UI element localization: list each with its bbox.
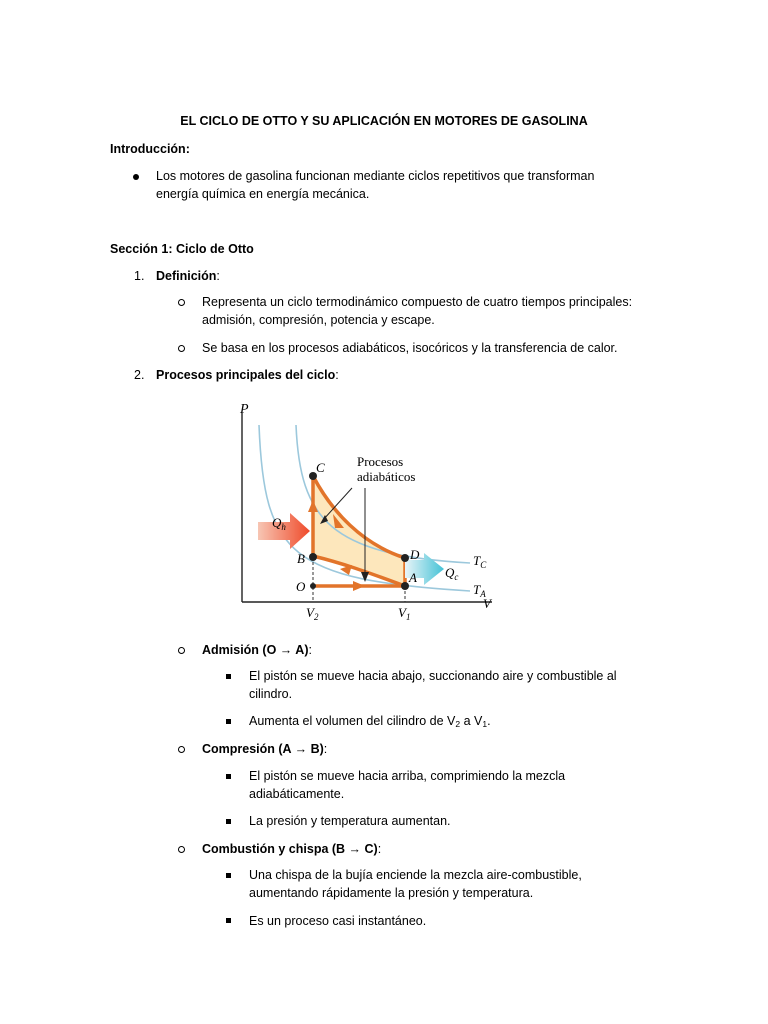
- qc-label: $Q_c$: [445, 565, 459, 582]
- section1-heading: Sección 1: Ciclo de Otto: [110, 242, 254, 256]
- bullet-circle: [178, 345, 185, 352]
- bullet-square: [226, 819, 231, 824]
- compresion-text-2: La presión y temperatura aumentan.: [249, 814, 451, 828]
- intro-text-line-2: energía química en energía mecánica.: [156, 187, 370, 201]
- item1-label-text: Definición: [156, 269, 217, 283]
- point-d-label: D: [410, 547, 420, 562]
- point-a-label: A: [409, 570, 417, 585]
- def-text-line-1: Representa un ciclo termodinámico compuesto de cuatro tiempos principales:: [202, 295, 633, 309]
- otto-cycle-figure: [230, 398, 510, 628]
- qh-label: $Q_h$: [272, 515, 286, 532]
- intro-heading: Introducción:: [110, 142, 190, 156]
- label-procesos: Procesos: [357, 454, 404, 469]
- combustion-text-line-1: Una chispa de la bujía enciende la mezcla aire-combustible,: [249, 868, 582, 882]
- bullet-square: [226, 719, 231, 724]
- item1-label: [156, 267, 220, 285]
- tc-label: $T_C$: [473, 553, 487, 570]
- label-adiabaticos: adiabáticos: [357, 469, 416, 484]
- admision-volume-text: Aumenta el volumen del cilindro de $V_2$ a $V_1$.: [249, 714, 491, 729]
- bullet-circle: [178, 647, 185, 654]
- compresion-text-line-2: adiabáticamente.: [249, 787, 345, 801]
- point-o-label: O: [296, 579, 306, 594]
- def-text-line-2: admisión, compresión, potencia y escape.: [202, 313, 435, 327]
- v2-label: $V_2$: [306, 605, 319, 622]
- bullet-circle: [178, 846, 185, 853]
- point-b-label: B: [297, 551, 305, 566]
- combustion-text-line-2: aumentando rápidamente la presión y temperatura.: [249, 886, 534, 900]
- bullet-circle: [178, 299, 185, 306]
- axis-p-label: P: [240, 402, 249, 417]
- bullet-square: [226, 774, 231, 779]
- bullet-dot: [133, 174, 139, 180]
- point-c-label: C: [316, 460, 325, 475]
- item1-colon: :: [216, 269, 220, 283]
- item2-label-text: Procesos principales del ciclo: [156, 368, 336, 382]
- admision-text-line-1: El pistón se mueve hacia abajo, succionando aire y combustible al: [249, 669, 617, 683]
- bullet-square: [226, 873, 231, 878]
- item2-number: 2.: [134, 368, 145, 382]
- document-title: EL CICLO DE OTTO Y SU APLICACIÓN EN MOTORES DE GASOLINA: [180, 114, 588, 128]
- bullet-square: [226, 674, 231, 679]
- ta-label: $T_A$: [473, 582, 486, 599]
- compresion-text-line-1: El pistón se mueve hacia arriba, comprimiendo la mezcla: [249, 769, 566, 783]
- bullet-circle: [178, 746, 185, 753]
- intro-text-line-1: Los motores de gasolina funcionan mediante ciclos repetitivos que transforman: [156, 169, 595, 183]
- item2-label: [156, 366, 339, 384]
- def-text-2: Se basa en los procesos adiabáticos, isocóricos y la transferencia de calor.: [202, 341, 618, 355]
- item2-colon: :: [335, 368, 339, 382]
- process-heading-combustion: Combustión y chispa (B → C):: [202, 842, 382, 856]
- process-heading-compresion: Compresión (A → B):: [202, 742, 328, 756]
- process-heading-admision: Admisión (O → A):: [202, 643, 312, 657]
- admision-text-line-2: cilindro.: [249, 687, 293, 701]
- item1-number: 1.: [134, 269, 145, 283]
- arrowhead: [353, 581, 365, 591]
- bullet-square: [226, 918, 231, 923]
- combustion-text-2: Es un proceso casi instantáneo.: [249, 914, 427, 928]
- axis-v-label: V: [483, 596, 491, 611]
- v1-label: $V_1$: [398, 605, 411, 622]
